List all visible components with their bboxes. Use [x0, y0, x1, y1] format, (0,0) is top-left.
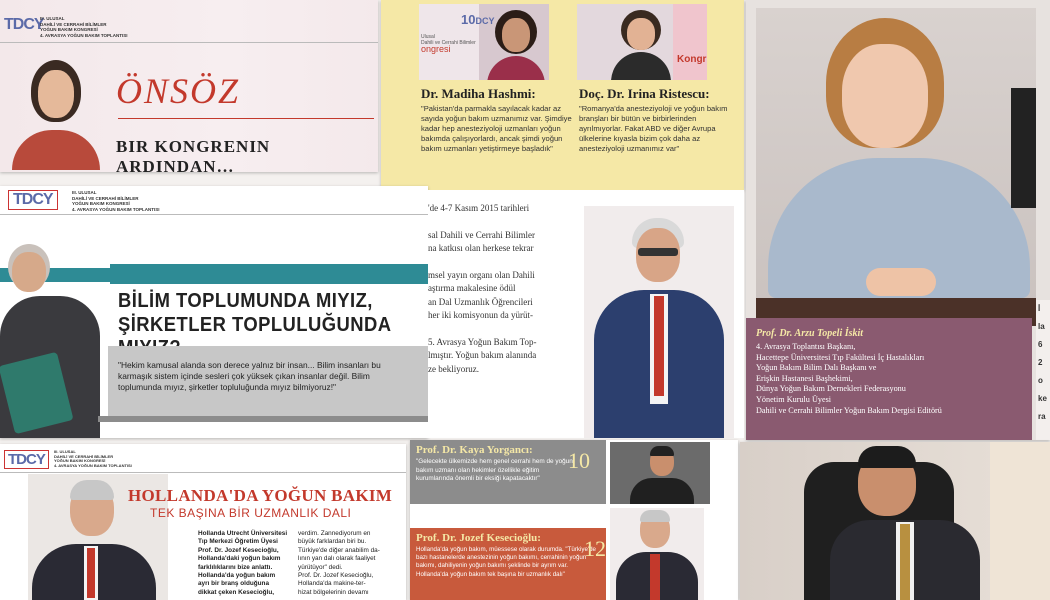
hollanda-col1-line: Hollanda'da yoğun bakım — [198, 572, 276, 580]
bilim-body-panel — [428, 190, 744, 438]
photo-irina: Kongr — [577, 4, 707, 80]
bilim-body-line: her iki komisyonun da yürüt- — [428, 310, 533, 321]
teal-banner — [110, 264, 428, 284]
kaya-number: 10 — [568, 448, 590, 473]
portrait-man-suit — [584, 206, 734, 438]
bilim-body-line — [428, 256, 568, 269]
hollanda-col1-line: farklılıklarını bize anlattı. — [198, 563, 273, 571]
arzu-name: Prof. Dr. Arzu Topeli İskit — [756, 328, 864, 339]
kaya-name: Prof. Dr. Kaya Yorgancı: — [416, 444, 533, 456]
hollanda-col2-line: verdim. Zannediyorum en — [298, 530, 371, 537]
hollanda-col1-line: Hollanda'daki yoğun bakım — [198, 555, 281, 563]
hollanda-headline: HOLLANDA'DA YOĞUN BAKIM — [128, 486, 393, 505]
bilim-headline-1: BİLİM TOPLUMUNDA MIYIZ, — [118, 290, 373, 312]
jozef-name: Prof. Dr. Jozef Kesecioğlu: — [416, 532, 541, 544]
edge-text-fragment: İ — [1038, 304, 1041, 313]
edge-text-fragment: ra — [1038, 412, 1046, 421]
header-rule-3 — [0, 472, 406, 473]
bilim-grey-bar — [98, 416, 428, 422]
arzu-title-lines — [756, 342, 1024, 416]
hollanda-col2-line: Hollanda'da makine-ter- — [298, 580, 366, 588]
bilim-body-line: aştırma makalesine ödül — [428, 283, 516, 294]
onsoz-subtitle: BIR KONGRENIN ARDINDAN… — [116, 137, 271, 172]
hollanda-col1-line: Tıp Merkezi Öğretim Üyesi — [198, 538, 278, 546]
bilim-body-line: 5. Avrasya Yoğun Bakım Top- — [428, 337, 537, 348]
congress-header-2: III. ULUSAL DAHİLİ VE CERRAHİ BİLİMLER YOĞUN BAKIM KONGRESİ 4. AVRASYA YOĞUN BAKIM TOPLANTISI — [72, 190, 160, 212]
portrait-woman-onsoz — [8, 60, 104, 168]
bilim-body-line — [428, 215, 568, 228]
bilim-body-line: msel yayın organı olan Dahili — [428, 270, 535, 281]
arzu-title-line: Yönetim Kurulu Üyesi — [756, 394, 832, 404]
tdcy-logo-2: TDCY — [8, 190, 58, 210]
arzu-title-line: Yoğun Bakım Bilim Dalı Başkanı ve — [756, 363, 877, 373]
header-rule-2 — [0, 214, 428, 215]
hollanda-col2-line: Prof. Dr. Jozef Kesecioğlu, — [298, 572, 374, 580]
hollanda-col1-line: Prof. Dr. Jozef Kesecioğlu, — [198, 546, 279, 554]
arzu-title-line: Erişkin Hastanesi Başhekimi, — [756, 373, 853, 383]
congress-header-3: III. ULUSAL DAHİLİ VE CERRAHİ BİLİMLER YOĞUN BAKIM KONGRESİ 4. AVRASYA YOĞUN BAKIM TOPLANTISI — [54, 449, 132, 468]
photo-madiha: 10DCY Ulusal Dahili ve Cerrahi Bilimler ongresi — [419, 4, 549, 80]
hollanda-col2-line: hizat bölgelerinin devamı — [298, 588, 369, 596]
bilim-body-line: na katkısı olan herkese tekrar — [428, 243, 534, 254]
edge-text-fragment: ke — [1038, 394, 1047, 403]
bilim-body-line: ze bekliyoruz. — [428, 363, 479, 374]
quotes-yellow-panel — [381, 0, 744, 190]
photo-kaya-small — [610, 442, 710, 504]
bilim-headline-2: ŞİRKETLER TOPLULUĞUNDA — [118, 314, 391, 336]
arzu-title-line: Dünya Yoğun Bakım Dernekleri Federasyonu — [756, 384, 906, 394]
title-divider — [118, 118, 374, 119]
photo-arzu — [756, 8, 1036, 326]
jozef-box — [410, 528, 606, 600]
quote-name-madiha: Dr. Madiha Hashmi: — [421, 86, 536, 101]
quote-name-irina: Doç. Dr. Irina Ristescu: — [579, 86, 710, 101]
hollanda-col2-line: yürütüyor" dedi. — [298, 563, 343, 571]
onsoz-title: ÖNSÖZ — [116, 71, 241, 111]
arzu-title-line: Hacettepe Üniversitesi Tıp Fakültesi İç Hastalıkları — [756, 352, 925, 362]
tdcy-logo-3: TDCY — [4, 450, 49, 469]
edge-text-fragment: la — [1038, 322, 1045, 331]
hollanda-subhead: TEK BAŞINA BİR UZMANLIK DALI — [150, 506, 352, 520]
kaya-photo-panel — [740, 442, 1050, 600]
portrait-man-book — [0, 238, 108, 438]
hollanda-panel — [0, 444, 406, 600]
edge-text-fragment: 2 — [1038, 358, 1043, 367]
hollanda-col-2 — [298, 530, 402, 597]
kaya-quote: "Gelecekte ülkemizde hem genel cerrahi hem de yoğun bakım uzmanı olan hekimler özellikle eğitim kurumlarında önemli bir eksiği kapatacaktır" — [416, 458, 573, 483]
kaya-tie — [900, 524, 910, 600]
hollanda-col2-line: büyük farklardan biri bu. — [298, 538, 367, 546]
hollanda-col1-line: Hollanda Utrecht Üniversitesi — [198, 530, 288, 537]
hollanda-col-1 — [198, 530, 290, 597]
congress-header: III. ULUSAL DAHİLİ VE CERRAHİ BİLİMLER YOĞUN BAKIM KONGRESİ 4. AVRASYA YOĞUN BAKIM TOPLANTISI — [40, 16, 128, 38]
tdcy-logo: TDCY — [4, 16, 44, 33]
bilim-body-line — [428, 323, 568, 336]
bilim-quote-box — [108, 346, 428, 416]
bilim-body-line: 'de 4-7 Kasım 2015 tarihleri — [428, 203, 530, 213]
hollanda-col1-line: dikkat çeken Kesecioğlu, — [198, 588, 275, 596]
hollanda-col1-line: ayrı bir branş olduğuna — [198, 580, 270, 588]
header-rule — [0, 42, 378, 43]
arzu-caption-box — [746, 318, 1032, 440]
bilim-panel — [0, 186, 428, 438]
photo-jozef-small — [610, 508, 704, 600]
kaya-hair — [858, 446, 916, 468]
arzu-panel — [746, 0, 1050, 440]
quote-text-madiha: "Pakistan'da parmakla sayılacak kadar az sayıda yoğun bakım uzmanımız var. Şimdiye kadar hep anesteziyoloji uzmanları yoğun bakımda çalışıyorlardı, ancak şimdi yoğun bakım uzmanları yetiştirmeye başladık" — [421, 104, 572, 153]
hollanda-col2-line: lının yan dalı olarak faaliyet — [298, 555, 376, 563]
onsoz-panel — [0, 0, 378, 172]
bilim-body-line: sal Dahili ve Cerrahi Bilimler — [428, 229, 535, 240]
bilim-quote-text: "Hekim kamusal alanda son derece yalnız bir insan... Bilim insanları bu karmaşık sistem içinde sesleri çok yüksek çıkan insanlar değil. Bilim toplumunda mıyız, şirketler topluluğunda mıyız bilmiyoruz!" — [118, 360, 381, 392]
window-light — [990, 442, 1050, 600]
kaya-jozef-panel — [410, 440, 738, 600]
bilim-body-line: an Dal Uzmanlık Öğrencileri — [428, 296, 533, 307]
jozef-quote: Hollanda'da yoğun bakım, müessese olarak durumda. "Türkiye'de bazı hastanelerde anestezinin yoğun bakımı, cerrahinin yoğun bakımı, dahiliyenin yoğun bakımı şeklinde bir ayrım var. Hollanda'da yoğun bakım tek başına bir uzmanlık dalı" — [416, 546, 596, 578]
arzu-edge-column — [1036, 300, 1050, 440]
event-badge: 10DCY — [461, 12, 495, 27]
hollanda-col2-line: Türkiye'de diğer anabilim da- — [298, 546, 380, 554]
edge-text-fragment: 6 — [1038, 340, 1043, 349]
bilim-body-text — [428, 202, 568, 376]
arzu-title-line: 4. Avrasya Toplantısı Başkanı, — [756, 342, 856, 351]
edge-text-fragment: o — [1038, 376, 1043, 385]
jozef-number: 12 — [584, 536, 606, 561]
quote-text-irina: "Romanya'da anesteziyoloji ve yoğun bakım branşları bir bütün ve birbirlerinden ayrılmıyorlar. Fakat ABD ve diğer Avrupa ülkelerine kıyasla bizim çok daha az anesteziyoloji uzmanımız var" — [579, 104, 728, 153]
arzu-title-line: Dahili ve Cerrahi Bilimler Yoğun Bakım Dergisi Editörü — [756, 405, 942, 415]
bilim-body-line: lmıştır. Yoğun bakım alanında — [428, 350, 537, 361]
